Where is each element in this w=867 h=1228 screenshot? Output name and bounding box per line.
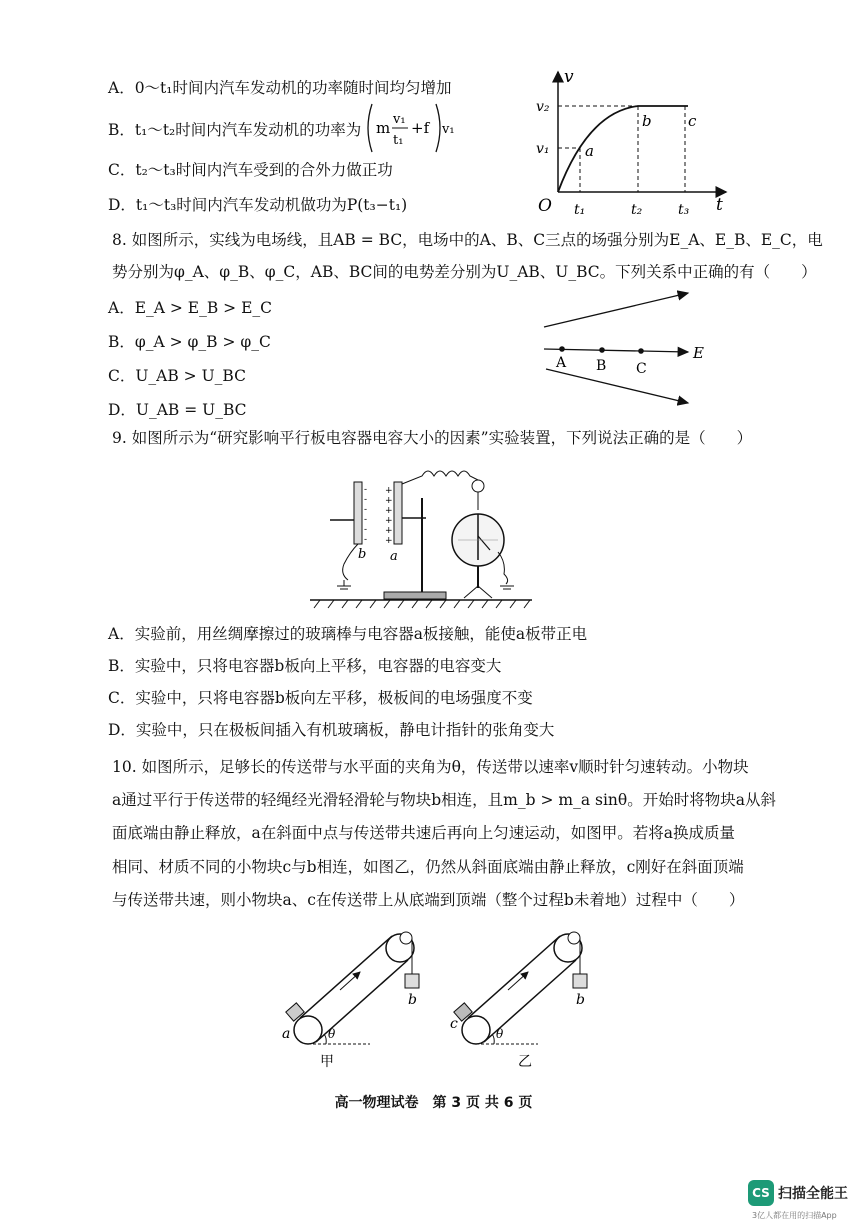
figure-jia-label: 甲 <box>320 1054 334 1070</box>
angle-theta-yi: θ <box>496 1027 504 1041</box>
camscanner-logo-icon: CS <box>748 1180 774 1206</box>
q10-figure-yi <box>448 920 598 1070</box>
block-b-label-yi: b <box>576 992 585 1008</box>
q9-option-b: B．实验中，只将电容器b板向上平移，电容器的电容变大 <box>108 657 502 675</box>
block-a-label: a <box>282 1026 291 1042</box>
axis-t-label: t <box>716 195 723 215</box>
q8-option-a: A．E_A > E_B > E_C <box>108 299 273 317</box>
svg-text:+: + <box>385 486 393 496</box>
svg-text:+: + <box>385 516 393 526</box>
formula-numerator: v₁ <box>393 112 406 127</box>
q9-option-a: A．实验前，用丝绸摩擦过的玻璃棒与电容器a板接触，能使a板带正电 <box>108 625 588 643</box>
point-a-label: A <box>556 355 567 371</box>
plate-a-label: a <box>390 549 398 564</box>
svg-text:-: - <box>364 525 368 535</box>
q9-option-d: D．实验中，只在极板间插入有机玻璃板，静电计指针的张角变大 <box>108 721 555 739</box>
point-c: c <box>688 112 697 130</box>
q7-vt-graph <box>528 64 738 226</box>
q10-stem-line3: 面底端由静止释放，a在斜面中点与传送带共速后再向上匀速运动，如图甲。若将a换成质量 <box>112 824 735 842</box>
point-b-label: B <box>596 358 607 374</box>
svg-text:+: + <box>385 506 393 516</box>
scanner-app-name: 扫描全能王 <box>778 1186 848 1202</box>
axis-v-label: v <box>564 67 574 87</box>
block-c-label: c <box>450 1016 458 1032</box>
q10-stem-line5: 与传送带共速，则小物块a、c在传送带上从底端到顶端（整个过程b未着地）过程中（ ） <box>112 891 745 909</box>
q8-stem-line2: 势分别为φ_A、φ_B、φ_C，AB、BC间的电势差分别为U_AB、U_BC。下列关系中正确的有（ ） <box>112 263 817 281</box>
svg-text:+: + <box>385 536 393 546</box>
point-b: b <box>642 112 652 130</box>
q9-capacitor-apparatus <box>310 452 535 612</box>
q10-figure-jia <box>280 920 430 1070</box>
scanner-tagline: 3亿人都在用的扫描App <box>752 1211 837 1220</box>
q10-stem-line4: 相同、材质不同的小物块c与b相连，如图乙，仍然从斜面底端由静止释放，c刚好在斜面顶端 <box>112 858 744 876</box>
svg-text:-: - <box>364 495 368 505</box>
angle-theta-jia: θ <box>328 1027 336 1041</box>
tick-t3: t₃ <box>678 202 690 218</box>
formula-denominator: t₁ <box>393 133 404 148</box>
point-a: a <box>585 142 594 160</box>
scanner-watermark <box>748 1180 858 1220</box>
tick-t1: t₁ <box>574 202 586 218</box>
q9-option-c: C．实验中，只将电容器b板向左平移，极板间的电场强度不变 <box>108 689 533 707</box>
svg-text:-: - <box>364 515 368 525</box>
svg-text:-: - <box>364 485 368 495</box>
origin-label: O <box>538 196 552 216</box>
svg-text:+: + <box>385 496 393 506</box>
q10-stem-line2: a通过平行于传送带的轻绳经光滑轻滑轮与物块b相连，且m_b > m_a sinθ。开始时将物块a从斜 <box>112 791 776 809</box>
svg-text:-: - <box>364 535 368 545</box>
q7-option-b <box>108 120 361 140</box>
block-b-label-jia: b <box>408 992 417 1008</box>
svg-text:-: - <box>364 505 368 515</box>
q8-option-c: C．U_AB > U_BC <box>108 367 246 385</box>
q7-option-d: D．t₁～t₃时间内汽车发动机做功为P(t₃−t₁) <box>108 196 408 214</box>
tick-v2: v₂ <box>536 99 550 115</box>
q8-option-d: D．U_AB = U_BC <box>108 401 247 419</box>
q8-option-b: B．φ_A > φ_B > φ_C <box>108 333 271 351</box>
formula-m: m <box>376 119 391 137</box>
plate-b-label: b <box>358 547 367 562</box>
figure-yi-label: 乙 <box>518 1054 532 1070</box>
field-e-label: E <box>693 344 704 362</box>
q7-option-b-text: B．t₁～t₂时间内汽车发动机的功率为 <box>108 121 362 139</box>
tick-t2: t₂ <box>631 202 643 218</box>
point-c-label: C <box>636 361 647 377</box>
formula-v1: v₁ <box>442 122 455 137</box>
page-footer: 高一物理试卷 第 3 页 共 6 页 <box>334 1095 533 1111</box>
svg-text:+: + <box>385 526 393 536</box>
q10-stem-line1: 10. 如图所示，足够长的传送带与水平面的夹角为θ，传送带以速率v顺时针匀速转动。小物块 <box>112 758 749 776</box>
q7-option-b-formula <box>366 100 456 156</box>
q7-option-c: C．t₂～t₃时间内汽车受到的合外力做正功 <box>108 161 393 179</box>
formula-plus-f: +f <box>411 119 430 137</box>
tick-v1: v₁ <box>536 141 550 157</box>
q9-stem: 9. 如图所示为“研究影响平行板电容器电容大小的因素”实验装置，下列说法正确的是（ ） <box>112 429 753 447</box>
q7-option-a: A．0～t₁时间内汽车发动机的功率随时间均匀增加 <box>108 79 452 97</box>
q8-field-lines-figure <box>540 285 710 410</box>
q8-stem-line1: 8. 如图所示，实线为电场线，且AB = BC，电场中的A、B、C三点的场强分别为E_A、E_B、E_C，电 <box>112 231 823 249</box>
